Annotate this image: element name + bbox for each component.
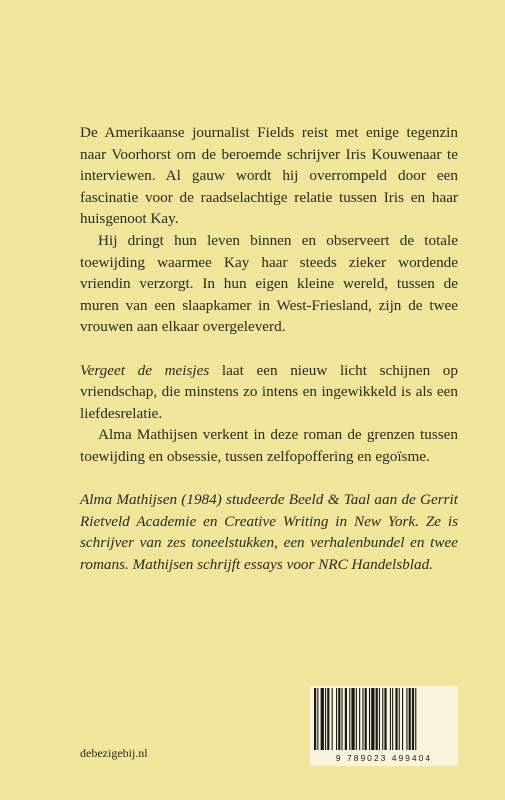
- barcode: [310, 686, 458, 766]
- barcode-bar: [314, 688, 316, 750]
- barcode-bar: [390, 688, 391, 750]
- barcode-bar: [359, 688, 360, 750]
- isbn-digits: 9 789023 499404: [335, 753, 433, 763]
- barcode-bar: [406, 688, 407, 750]
- paragraph-theme-text: laat een nieuw licht schijnen op vriendschap, die minstens zo intens en ingewikkeld is als een liefdesrelatie.: [80, 361, 458, 422]
- barcode-bar: [321, 688, 324, 750]
- barcode-bar: [327, 688, 329, 750]
- paragraph-story: Hij dringt hun leven binnen en observeert de totale toewijding waarmee Kay haar steeds zieker wordende vriendin verzorgt. In hun eigen kleine wereld, tussen de muren van een slaapkamer in West-Friesland, zijn de twee vrouwen aan elkaar overgeleverd.: [80, 231, 458, 336]
- barcode-bar: [365, 688, 367, 750]
- barcode-bar: [332, 688, 333, 750]
- barcode-bar: [336, 688, 337, 750]
- barcode-bar: [415, 688, 416, 750]
- barcode-bar: [402, 688, 403, 750]
- barcode-bar: [379, 688, 380, 750]
- barcode-bar: [392, 688, 393, 750]
- barcode-bar: [342, 688, 343, 750]
- paragraph-theme: [80, 360, 458, 425]
- barcode-bar: [325, 688, 326, 750]
- publisher-website: debezigebij.nl: [80, 746, 148, 760]
- barcode-bar: [369, 688, 370, 750]
- barcode-bar: [371, 688, 374, 750]
- book-title: Vergeet de meisjes: [80, 361, 210, 379]
- paragraph-author-explores: Alma Mathijsen verkent in deze roman de grenzen tussen toewijding en obsessie, tussen zelfopoffering en egoïsme.: [80, 426, 458, 465]
- barcode-bars: [314, 688, 454, 752]
- barcode-bar: [382, 688, 383, 750]
- paragraph-intro: De Amerikaanse journalist Fields reist met enige tegenzin naar Voorhorst om de beroemde schrijver Iris Kouwenaar te interviewen. Al gauw wordt hij overrompeld door een fascinatie voor de raadselachtige relatie tussen Iris en haar huisgenoot Kay.: [80, 124, 458, 228]
- barcode-bar: [412, 688, 414, 750]
- barcode-bar: [362, 688, 363, 750]
- barcode-bar: [351, 688, 354, 750]
- author-bio: Alma Mathijsen (1984) studeerde Beeld & Taal aan de Gerrit Rietveld Academie en Creative Writing in New York. Ze is schrijver van zes toneelstukken, een verhalenbundel en twee romans. Mathijsen schrijft essays voor NRC Handelsblad.: [80, 491, 458, 573]
- barcode-bar: [338, 688, 340, 750]
- barcode-bar: [399, 688, 400, 750]
- barcode-bar: [376, 688, 378, 750]
- barcode-bar: [395, 688, 397, 750]
- barcode-bar: [317, 688, 318, 750]
- barcode-bar: [356, 688, 357, 750]
- barcode-bar: [345, 688, 347, 750]
- barcode-bar: [384, 688, 386, 750]
- barcode-bar: [409, 688, 411, 750]
- barcode-bar: [349, 688, 350, 750]
- blurb-text: [80, 122, 458, 575]
